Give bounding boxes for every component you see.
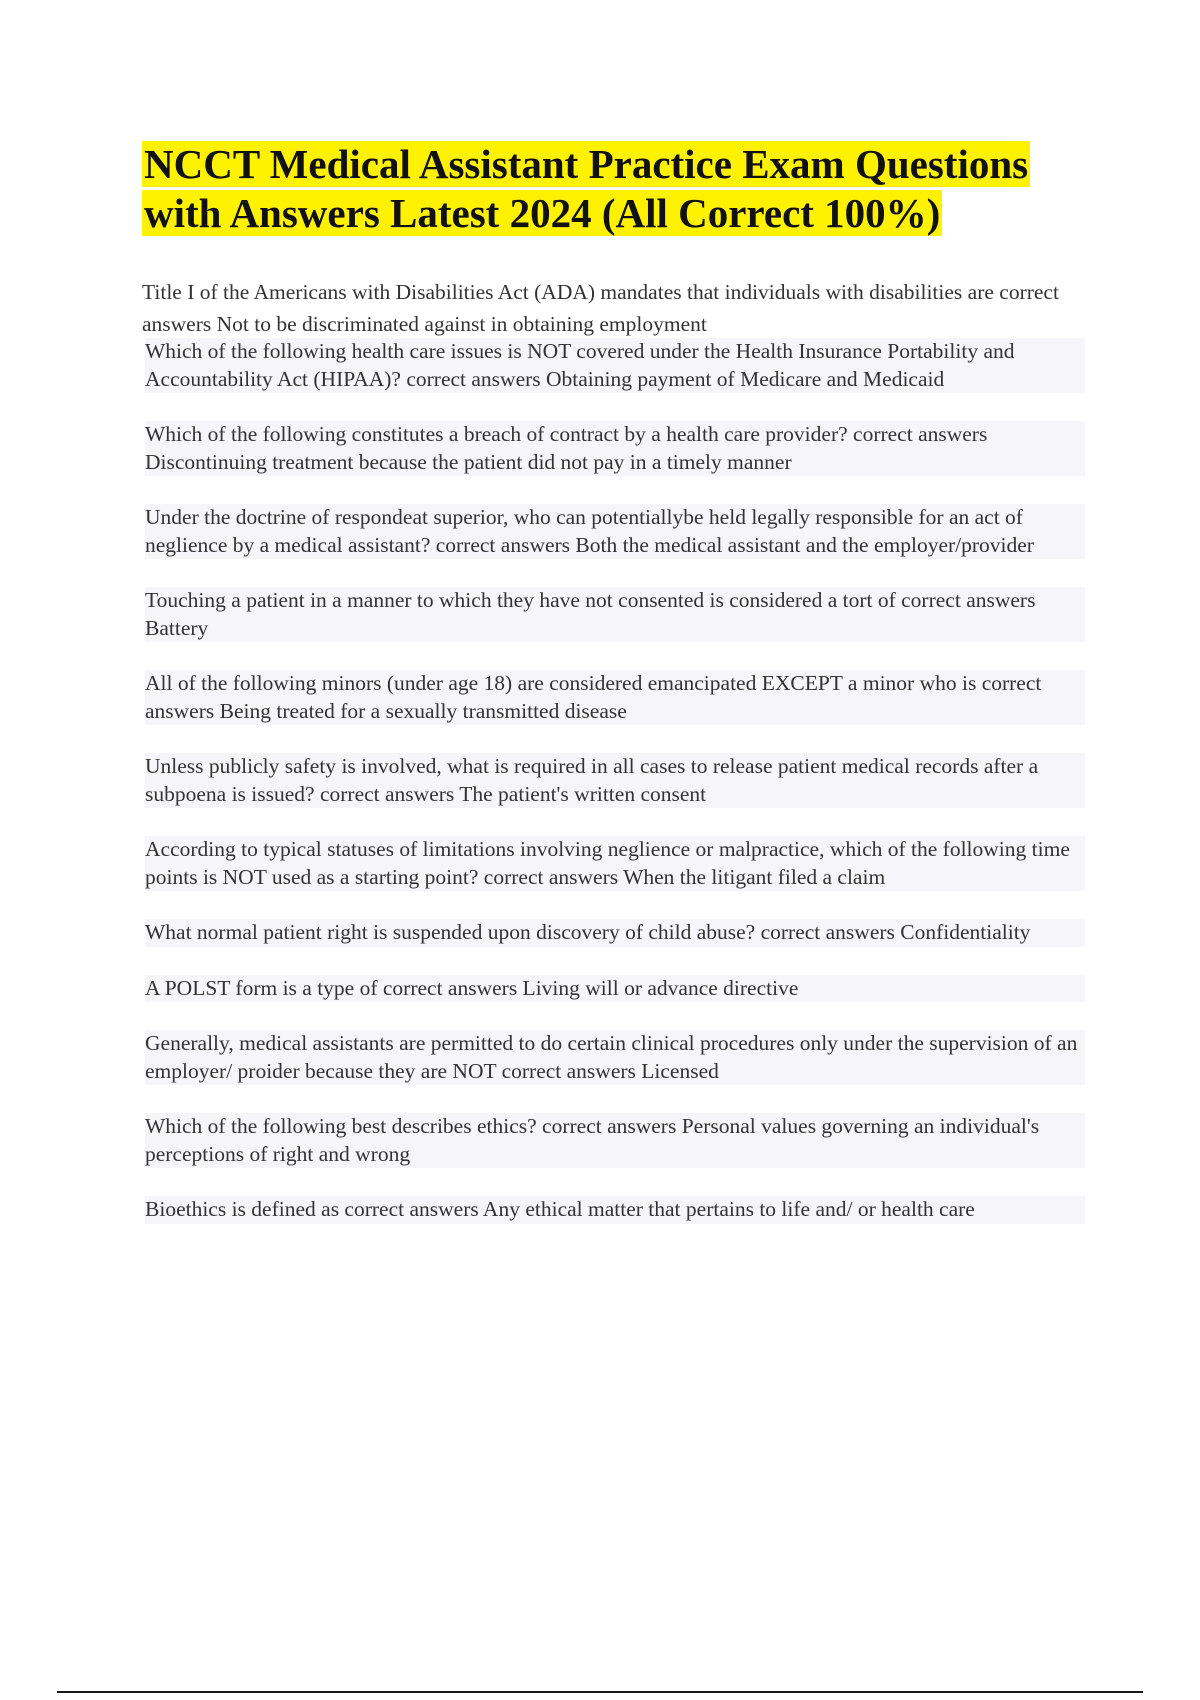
- question-answer-item: What normal patient right is suspended upon discovery of child abuse? correct answers Confidentiality: [145, 919, 1085, 947]
- question-answer-item: A POLST form is a type of correct answers Living will or advance directive: [145, 975, 1085, 1003]
- question-answer-item: Which of the following constitutes a breach of contract by a health care provider? correct answers Discontinuing treatment because the patient did not pay in a timely manner: [145, 421, 1085, 476]
- question-answer-item: Touching a patient in a manner to which they have not consented is considered a tort of correct answers Battery: [145, 587, 1085, 642]
- question-answer-item: Unless publicly safety is involved, what is required in all cases to release patient medical records after a subpoena is issued? correct answers The patient's written consent: [145, 753, 1085, 808]
- question-answer-item: Which of the following best describes ethics? correct answers Personal values governing an individual's perceptions of right and wrong: [145, 1113, 1085, 1168]
- intro-paragraph: Title I of the Americans with Disabilities Act (ADA) mandates that individuals with disabilities are correct answers Not to be discriminated against in obtaining employment: [142, 280, 1059, 336]
- footer-divider: [57, 1691, 1143, 1693]
- question-answer-item: According to typical statuses of limitations involving neglience or malpractice, which of the following time points is NOT used as a starting point? correct answers When the litigant filed a claim: [145, 836, 1085, 891]
- question-answer-item: Under the doctrine of respondeat superior, who can potentiallybe held legally responsible for an act of neglience by a medical assistant? correct answers Both the medical assistant and the employer/provider: [145, 504, 1085, 559]
- question-answer-item: Generally, medical assistants are permitted to do certain clinical procedures only under the supervision of an employer/ proider because they are NOT correct answers Licensed: [145, 1030, 1085, 1085]
- question-answer-item: Bioethics is defined as correct answers Any ethical matter that pertains to life and/ or health care: [145, 1196, 1085, 1224]
- document-title: NCCT Medical Assistant Practice Exam Questions with Answers Latest 2024 (All Correct 100%): [144, 141, 1029, 236]
- document-title-block: [142, 140, 1102, 238]
- question-answer-item: All of the following minors (under age 18) are considered emancipated EXCEPT a minor who is correct answers Being treated for a sexually transmitted disease: [145, 670, 1085, 725]
- question-answer-item: Which of the following health care issues is NOT covered under the Health Insurance Portability and Accountability Act (HIPAA)? correct answers Obtaining payment of Medicare and Medicaid: [145, 338, 1085, 393]
- question-list: [145, 338, 1085, 1224]
